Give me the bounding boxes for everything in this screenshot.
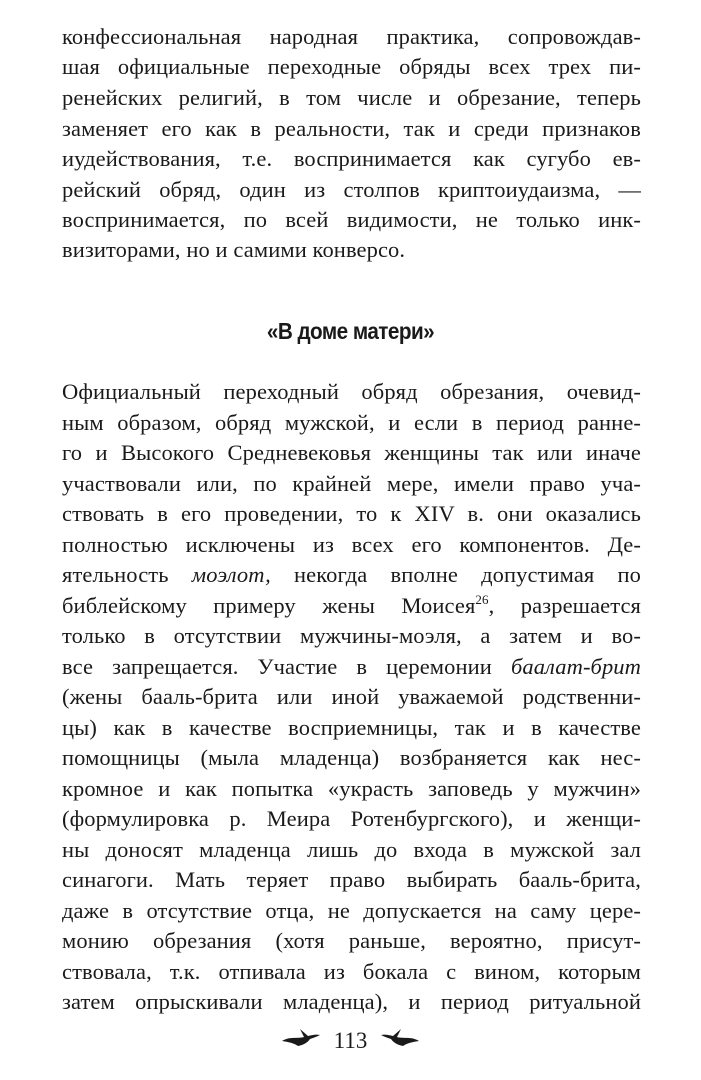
text-line: иудействования, т.е. воспринимается как сугубо ев- [62,146,641,171]
text-line: кромное и как попытка «украсть заповедь у мужчин» [62,776,641,801]
text-run: , разрешается [488,593,642,618]
text-line: Официальный переходный обряд обрезания, очевид- [62,379,641,404]
page-number: 113 [333,1027,368,1053]
text-run: библейскому примеру жены Моисея [62,593,476,618]
text-line: визиторами, но и самими конверсо. [62,237,406,262]
text-line: шая официальные переходные обряды всех трех пи- [62,54,641,79]
swallow-ornament-icon [379,1026,421,1056]
text-line: конфессиональная народная практика, сопровождав- [62,24,641,49]
text-line [62,591,641,621]
text-line: ренейских религий, в том числе и обрезание, теперь [62,85,641,110]
text-line: (формулировка р. Меира Ротенбургского), и женщи- [62,806,641,831]
page-footer [0,1024,701,1056]
italic-term: моэлот, [191,562,271,587]
text-line: только в отсутствии мужчины-моэля, а затем и во- [62,623,641,648]
text-line: (жены бааль-брита или иной уважаемой родственни- [62,684,641,709]
text-line: ствовать в его проведении, то к XIV в. они оказались [62,501,641,526]
section-heading: «В доме матери» [266,318,435,344]
text-line [62,560,641,590]
text-run: ятельность [62,562,192,587]
text-line: ным образом, обряд мужской, и если в период ранне- [62,410,641,435]
swallow-ornament-icon [280,1026,322,1056]
text-line: цы) как в качестве восприемницы, так и в качестве [62,715,641,740]
text-line: заменяет его как в реальности, так и среди признаков [62,116,641,141]
text-line: ны доносят младенца лишь до входа в мужской зал [62,837,641,862]
text-line: ствовала, т.к. отпивала из бокала с вином, которым [62,959,641,984]
text-line: синагоги. Мать теряет право выбирать бааль-брита, [62,867,641,892]
text-line: затем опрыскивали младенца), и период ритуальной [62,989,641,1014]
text-line: го и Высокого Средневековья женщины так или иначе [62,440,641,465]
italic-term: баалат-брит [510,654,641,679]
text-run: все запрещается. Участие в церемонии [62,654,511,679]
text-line [62,652,641,682]
text-line: участвовали или, по крайней мере, имели право уча- [62,471,641,496]
text-line: воспринимается, по всей видимости, не только инк- [62,207,641,232]
text-line: полностью исключены из всех его компонентов. Де- [62,532,641,557]
text-line: помощницы (мыла младенца) возбраняется как нес- [62,745,641,770]
text-line: монию обрезания (хотя раньше, вероятно, присут- [62,928,641,953]
text-line: даже в отсутствие отца, не допускается на саму цере- [62,898,641,923]
text-line: рейский обряд, один из столпов криптоиудаизма, — [62,177,641,202]
footnote-reference: 26 [475,592,489,607]
text-run: некогда вполне допустимая по [270,562,641,587]
